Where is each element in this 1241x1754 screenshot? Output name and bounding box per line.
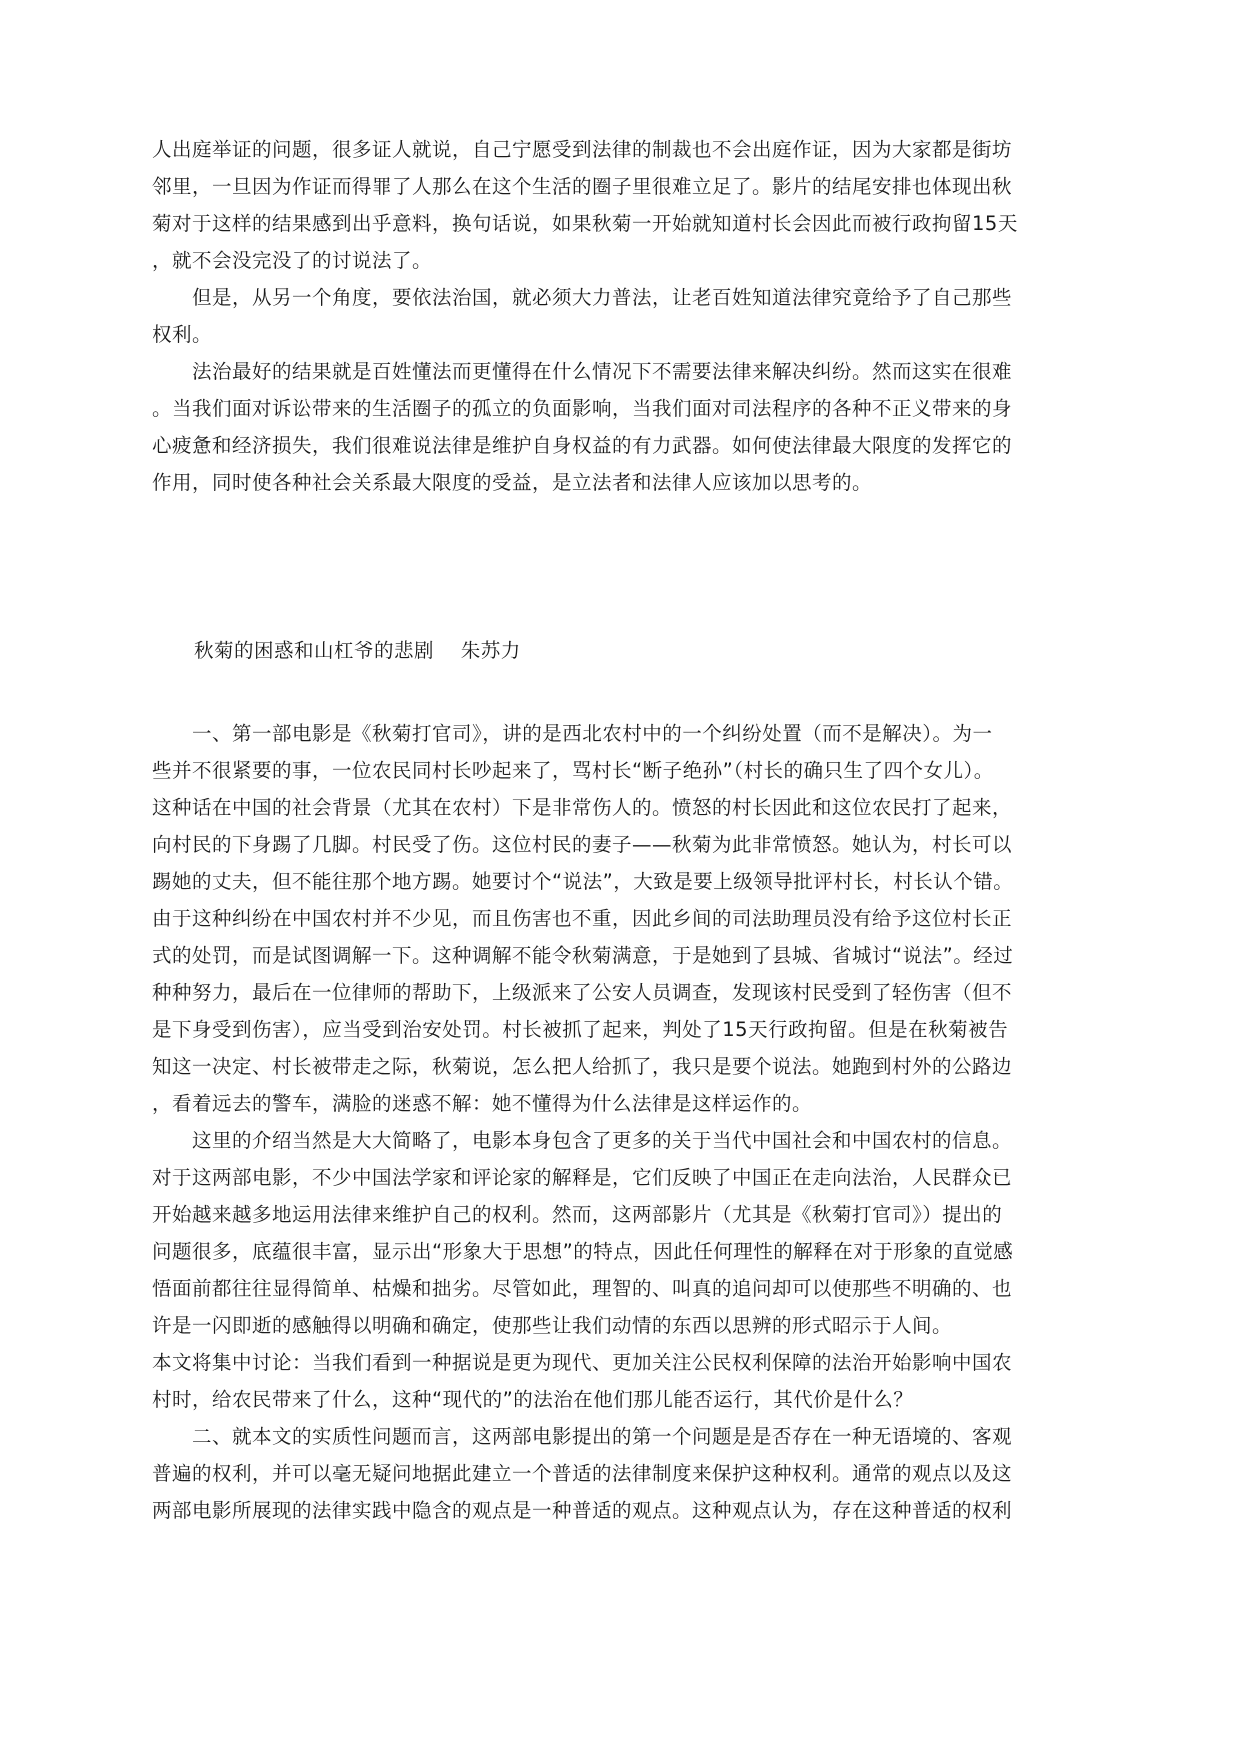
text-line: 但是，从另一个角度，要依法治国，就必须大力普法，让老百姓知道法律究竟给予了自己那些: [152, 286, 1013, 309]
text-line: 两部电影所展现的法律实践中隐含的观点是一种普适的观点。这种观点认为，存在这种普适的权利: [152, 1499, 1013, 1522]
text-line: 问题很多，底蕴很丰富，显示出“形象大于思想”的特点，因此任何理性的解释在对于形象的直觉感: [152, 1240, 1014, 1263]
section-one: [152, 131, 1096, 501]
text-line: 人出庭举证的问题，很多证人就说，自己宁愿受到法律的制裁也不会出庭作证，因为大家都是街坊: [152, 138, 1013, 161]
text-line: 式的处罚，而是试图调解一下。这种调解不能令秋菊满意，于是她到了县城、省城讨“说法”。经过: [152, 944, 1014, 967]
text-line: 由于这种纠纷在中国农村并不少见，而且伤害也不重，因此乡间的司法助理员没有给予这位村长正: [152, 907, 1013, 930]
text-line: 开始越来越多地运用法律来维护自己的权利。然而，这两部影片（尤其是《秋菊打官司》）提出的: [152, 1203, 1003, 1226]
text-line: 悟面前都往往显得简单、枯燥和拙劣。尽管如此，理智的、叫真的追问却可以使那些不明确的、也: [152, 1277, 1013, 1300]
text-line: ，就不会没完没了的讨说法了。: [152, 249, 433, 272]
text-line: 心疲惫和经济损失，我们很难说法律是维护自身权益的有力武器。如何使法律最大限度的发挥它的: [152, 434, 1013, 457]
text-line: 菊对于这样的结果感到出乎意料，换句话说，如果秋菊一开始就知道村长会因此而被行政拘留15天: [152, 212, 1018, 235]
text-line: 种种努力，最后在一位律师的帮助下，上级派来了公安人员调查，发现该村民受到了轻伤害（但不: [152, 981, 1013, 1004]
text-line: 踢她的丈夫，但不能往那个地方踢。她要讨个“说法”，大致是要上级领导批评村长，村长认个错。: [152, 870, 1014, 893]
text-line: 村时，给农民带来了什么，这种“现代的”的法治在他们那儿能否运行，其代价是什么？: [152, 1388, 914, 1411]
text-line: 是下身受到伤害），应当受到治安处罚。村长被抓了起来，判处了15天行政拘留。但是在秋菊被告: [152, 1018, 1009, 1041]
text-line: 这种话在中国的社会背景（尤其在农村）下是非常伤人的。愤怒的村长因此和这位农民打了起来，: [152, 796, 1013, 819]
text-line: 知这一决定、村长被带走之际，秋菊说，怎么把人给抓了，我只是要个说法。她跑到村外的公路边: [152, 1055, 1013, 1078]
text-line: 权利。: [152, 323, 213, 346]
text-line: 。当我们面对诉讼带来的生活圈子的孤立的负面影响，当我们面对司法程序的各种不正义带来的身: [152, 397, 1013, 420]
text-line: 二、就本文的实质性问题而言，这两部电影提出的第一个问题是是否存在一种无语境的、客观: [152, 1425, 1013, 1448]
text-line: 邻里，一旦因为作证而得罪了人那么在这个生活的圈子里很难立足了。影片的结尾安排也体现出秋: [152, 175, 1013, 198]
text-line: 普遍的权利，并可以毫无疑问地据此建立一个普适的法律制度来保护这种权利。通常的观点以及这: [152, 1462, 1013, 1485]
text-line: ，看着远去的警车，满脸的迷惑不解：她不懂得为什么法律是这样运作的。: [152, 1092, 813, 1115]
text-line: 许是一闪即逝的感触得以明确和确定，使那些让我们动情的东西以思辨的形式昭示于人间。: [152, 1314, 953, 1337]
text-line: 向村民的下身踢了几脚。村民受了伤。这位村民的妻子——秋菊为此非常愤怒。她认为，村长可以: [152, 833, 1013, 856]
text-line: 对于这两部电影，不少中国法学家和评论家的解释是，它们反映了中国正在走向法治，人民群众已: [152, 1166, 1013, 1189]
text-line: 这里的介绍当然是大大简略了，电影本身包含了更多的关于当代中国社会和中国农村的信息。: [152, 1129, 1013, 1152]
text-line: 法治最好的结果就是百姓懂法而更懂得在什么情况下不需要法律来解决纠纷。然而这实在很难: [152, 360, 1013, 383]
section-two: [152, 715, 1096, 1529]
text-line: 一、第一部电影是《秋菊打官司》，讲的是西北农村中的一个纠纷处置（而不是解决）。为一: [152, 722, 993, 745]
text-line: 作用，同时使各种社会关系最大限度的受益，是立法者和法律人应该加以思考的。: [152, 471, 873, 494]
text-line: 些并不很紧要的事，一位农民同村长吵起来了，骂村长“断子绝孙”（村长的确只生了四个女儿）。: [152, 759, 994, 782]
text-line: 本文将集中讨论：当我们看到一种据说是更为现代、更加关注公民权利保障的法治开始影响中国农: [152, 1351, 1013, 1374]
article-title: 秋菊的困惑和山杠爷的悲剧 朱苏力: [194, 639, 521, 662]
